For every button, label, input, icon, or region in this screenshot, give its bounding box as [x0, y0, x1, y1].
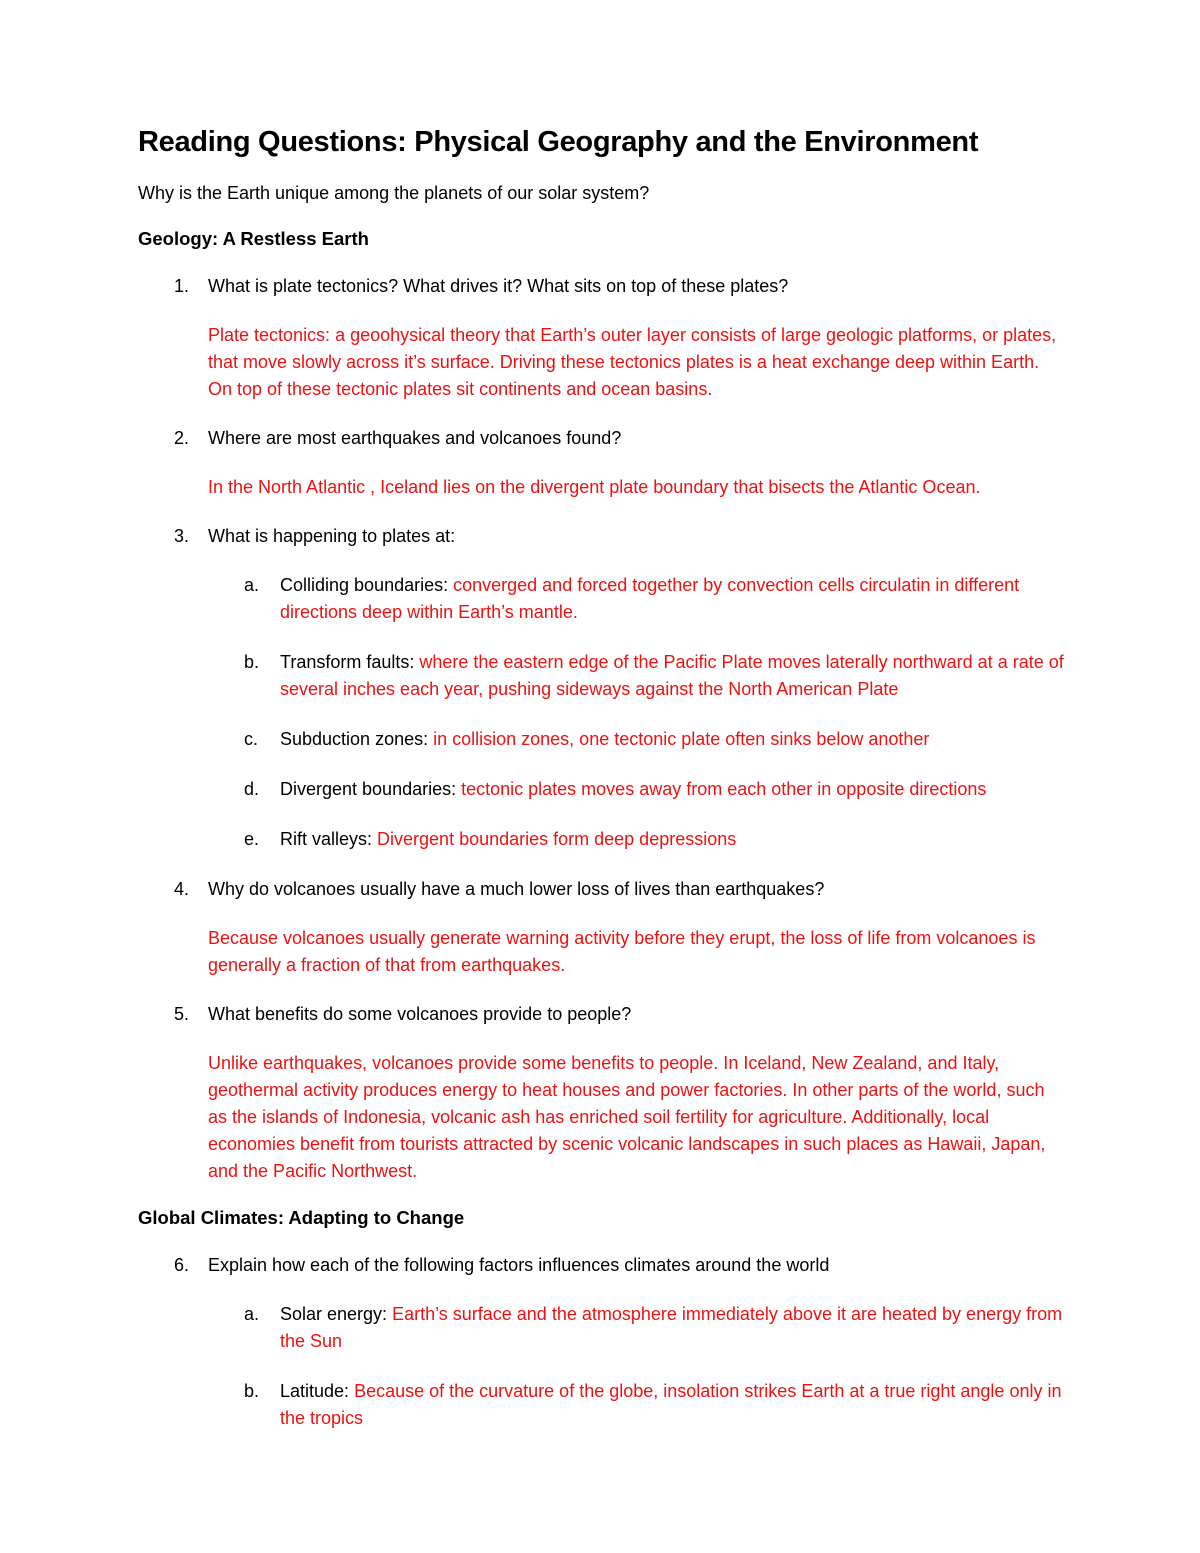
- answer-4: Because volcanoes usually generate warning activity before they erupt, the loss of life from volcanoes is generally a fraction of that from earthquakes.: [208, 928, 1036, 975]
- subitem-letter: b.: [244, 652, 260, 672]
- question-text: What is plate tectonics? What drives it? What sits on top of these plates?: [208, 276, 789, 296]
- intro-question: Why is the Earth unique among the planets of our solar system?: [138, 183, 650, 203]
- subitem-3a: [244, 572, 1074, 626]
- question-4: [138, 876, 1068, 903]
- subitem-answer: Because of the curvature of the globe, insolation strikes Earth at a true right angle only in the tropics: [280, 1381, 1062, 1428]
- subitem-answer: tectonic plates moves away from each other in opposite directions: [456, 779, 987, 799]
- subitem-letter: d.: [244, 779, 260, 799]
- question-text: Explain how each of the following factors influences climates around the world: [208, 1255, 830, 1275]
- question-text: Where are most earthquakes and volcanoes found?: [208, 428, 622, 448]
- subitem-answer: converged and forced together by convection cells circulatin in different directions deep within Earth’s mantle.: [280, 575, 1020, 622]
- document-page: [138, 126, 1068, 1455]
- subitem-letter: b.: [244, 1381, 260, 1401]
- question-5: [138, 1001, 1068, 1028]
- question-number: 3.: [174, 526, 190, 546]
- question-text: Why do volcanoes usually have a much lower loss of lives than earthquakes?: [208, 879, 825, 899]
- subitem-label: Transform faults:: [280, 652, 415, 672]
- subitem-answer: in collision zones, one tectonic plate often sinks below another: [428, 729, 930, 749]
- subitem-letter: c.: [244, 729, 259, 749]
- subitem-answer: Earth’s surface and the atmosphere immediately above it are heated by energy from the Sun: [280, 1304, 1063, 1351]
- subitem-letter: a.: [244, 575, 260, 595]
- question-text: What benefits do some volcanoes provide to people?: [208, 1004, 632, 1024]
- subitem-label: Solar energy:: [280, 1304, 388, 1324]
- subitem-6a: [244, 1301, 1074, 1355]
- question-number: 5.: [174, 1004, 190, 1024]
- subitem-letter: a.: [244, 1304, 260, 1324]
- subitem-3b: [244, 649, 1074, 703]
- question-6: [138, 1252, 1068, 1279]
- question-2: [138, 425, 1068, 452]
- question-number: 1.: [174, 276, 190, 296]
- subitem-3e: [244, 826, 1074, 853]
- question-number: 4.: [174, 879, 190, 899]
- answer-5: Unlike earthquakes, volcanoes provide some benefits to people. In Iceland, New Zealand, and Italy, geothermal activity produces energy to heat houses and power factories. In other parts of the world, such as the islands of Indonesia, volcanic ash has enriched soil fertility for agriculture. Additionally, local economies benefit from tourists attracted by scenic volcanic landscapes in such places as Hawaii, Japan, and the Pacific Northwest.: [208, 1053, 1046, 1181]
- subitem-letter: e.: [244, 829, 260, 849]
- answer-1: Plate tectonics: a geoohysical theory that Earth’s outer layer consists of large geologic platforms, or plates, that move slowly across it’s surface. Driving these tectonics plates is a heat exchange deep within Earth. On top of these tectonic plates sit continents and ocean basins.: [208, 325, 1057, 399]
- subitem-3c: [244, 726, 1074, 753]
- question-3: [138, 523, 1068, 550]
- subitem-label: Latitude:: [280, 1381, 350, 1401]
- question-text: What is happening to plates at:: [208, 526, 456, 546]
- section-heading-geology: Geology: A Restless Earth: [138, 228, 369, 249]
- subitem-6b: [244, 1378, 1074, 1432]
- subitem-label: Subduction zones:: [280, 729, 429, 749]
- question-number: 2.: [174, 428, 190, 448]
- question-number: 6.: [174, 1255, 190, 1275]
- section-heading-climates: Global Climates: Adapting to Change: [138, 1207, 465, 1228]
- subitem-label: Rift valleys:: [280, 829, 373, 849]
- page-title: Reading Questions: Physical Geography and the Environment: [138, 126, 979, 158]
- subitem-3d: [244, 776, 1074, 803]
- question-1: [138, 273, 1068, 300]
- answer-2: In the North Atlantic , Iceland lies on the divergent plate boundary that bisects the Atlantic Ocean.: [208, 477, 981, 497]
- subitem-label: Divergent boundaries:: [280, 779, 457, 799]
- subitem-label: Colliding boundaries:: [280, 575, 449, 595]
- subitem-answer: where the eastern edge of the Pacific Plate moves laterally northward at a rate of several inches each year, pushing sideways against the North American Plate: [280, 652, 1064, 699]
- subitem-answer: Divergent boundaries form deep depressions: [372, 829, 737, 849]
